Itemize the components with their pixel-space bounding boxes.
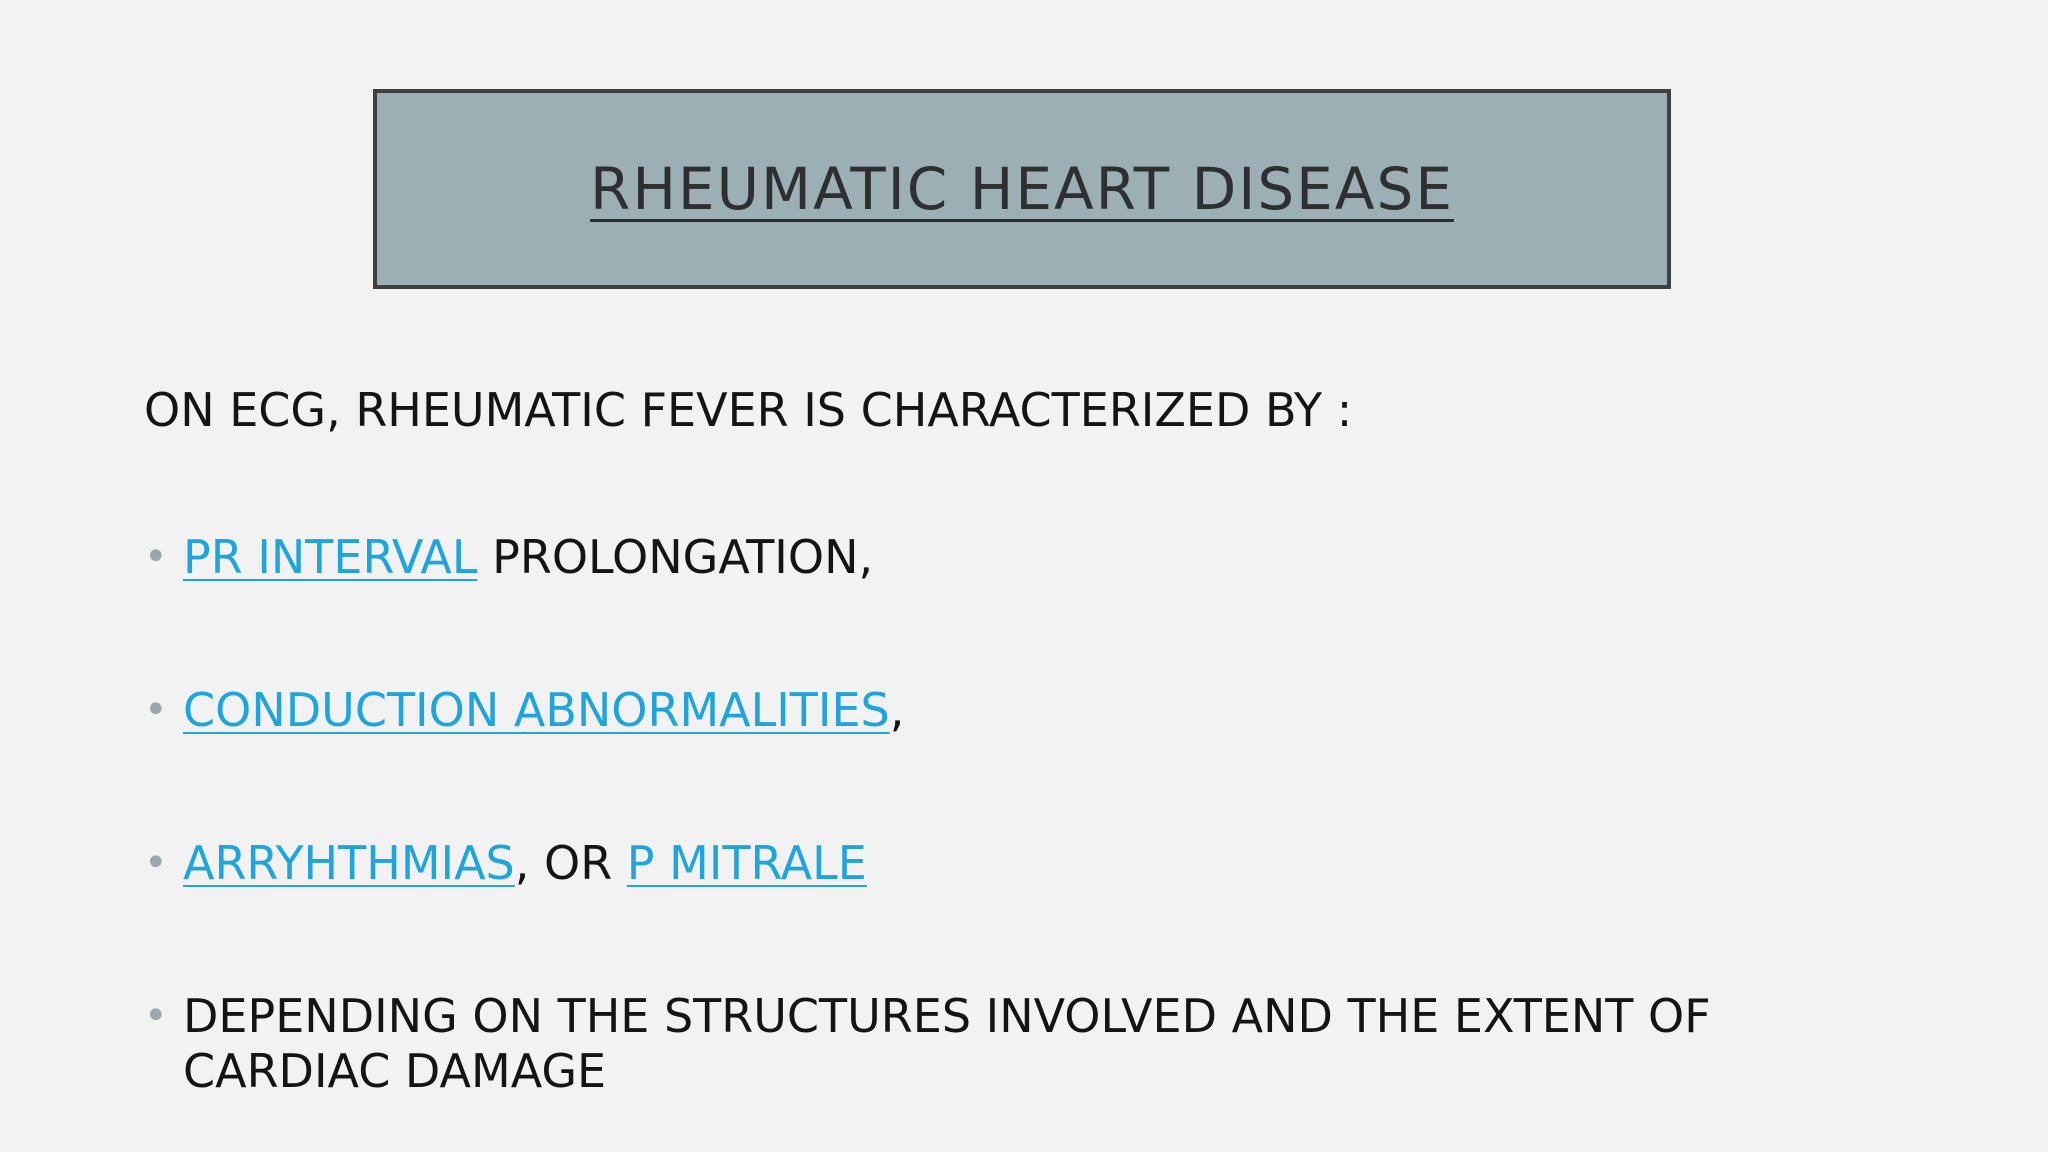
bullet-item-pr-interval	[144, 530, 1904, 585]
link-conduction-abnormalities[interactable]: CONDUCTION ABNORMALITIES	[183, 683, 890, 737]
link-p-mitrale[interactable]: P MITRALE	[626, 836, 867, 890]
bullet-text: ,	[889, 683, 905, 737]
slide-title: RHEUMATIC HEART DISEASE	[590, 155, 1454, 223]
bullet-item-conduction-abnormalities	[144, 683, 1904, 738]
bullet-dot-icon: •	[144, 534, 168, 580]
link-pr-interval[interactable]: PR INTERVAL	[183, 530, 478, 584]
bullet-text: , OR	[514, 836, 627, 890]
bullet-dot-icon: •	[144, 840, 168, 886]
intro-text: ON ECG, RHEUMATIC FEVER IS CHARACTERIZED BY :	[144, 383, 1353, 437]
title-box	[373, 89, 1671, 289]
link-arrhythmias[interactable]: ARRYHTHMIAS	[183, 836, 515, 890]
bullet-text: PROLONGATION,	[477, 530, 874, 584]
bullet-item-arrhythmias	[144, 836, 1904, 891]
bullet-dot-icon: •	[144, 687, 168, 733]
bullet-dot-icon: •	[144, 993, 168, 1039]
bullet-item-depending	[144, 989, 1904, 1099]
bullet-text: DEPENDING ON THE STRUCTURES INVOLVED AND THE EXTENT OF CARDIAC DAMAGE	[183, 989, 1711, 1098]
bullet-list	[144, 530, 1904, 1099]
